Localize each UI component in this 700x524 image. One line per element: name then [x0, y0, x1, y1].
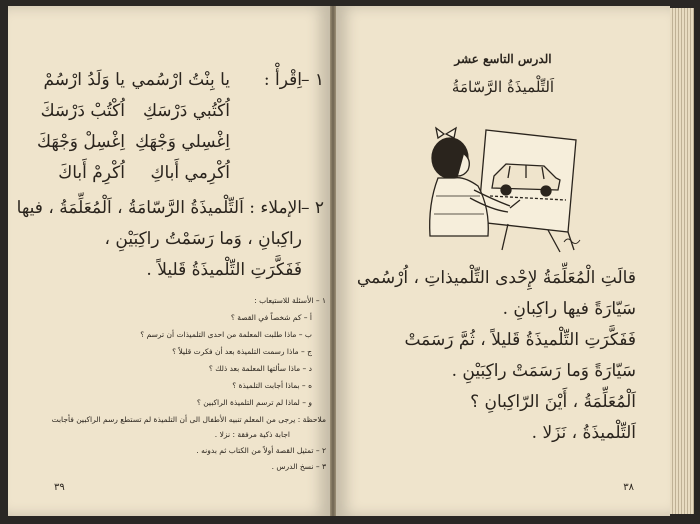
page-edges — [670, 8, 694, 514]
ex1-girl-line-1: يا بِنْتُ ارْسُمي — [131, 70, 230, 90]
ex1-girl-line-2: اُكْتُبي دَرْسَكِ — [142, 101, 230, 121]
girl-painting-car-icon — [398, 124, 598, 254]
exercise2-line-2: راكِبانِ ، وَما رَسَمْتُ راكِبَيْنِ ، — [104, 229, 302, 249]
teacher-note-line-2: اجابة ذكية مرفقة : نزلا . — [214, 430, 290, 439]
ex1-boy-line-1: يا وَلَدُ ارْسُمْ — [43, 70, 125, 90]
page-number-right: ٣٨ — [623, 482, 634, 493]
exercise2-number: ٢ – — [300, 198, 324, 218]
lesson-title: الدرس التاسع عشر — [454, 52, 552, 66]
story-line-2: سَيّارَةً فيها راكِبانِ . — [502, 299, 636, 319]
questions-heading: ١ – الأسئلة للاستيعاب : — [254, 296, 326, 305]
exercise1-label: اِقْرأْ : — [263, 70, 302, 90]
exercise1-number: ١ – — [300, 70, 324, 90]
task-3: ٣ – نسخ الدرس . — [271, 462, 326, 471]
right-page — [336, 6, 670, 516]
teacher-note-line-1: ملاحظة : يرجى من المعلم تنبيه الأطفال الى أن التلميذة لم تستطع رسم الراكبين فأجابت — [51, 415, 326, 424]
ex1-boy-line-3: اِغْسِلْ وَجْهَكَ — [37, 132, 125, 152]
exercise2-line-1: الإملاء : اَلتِّلْميذَةُ الرَّسّامَةُ ، اَلْمُعَلِّمَةُ ، فيها — [16, 198, 302, 218]
story-line-4: سَيّارَةً وَما رَسَمَتْ راكِبَيْنِ . — [451, 361, 636, 381]
question-d: د – ماذا سألتها المعلمة بعد ذلك ؟ — [208, 364, 312, 373]
question-b: ب – ماذا طلبت المعلمة من احدى التلميذات أن ترسم ؟ — [140, 330, 312, 339]
page-number-left: ٣٩ — [54, 482, 65, 493]
question-a: أ – كم شخصاً في القصة ؟ — [230, 313, 312, 322]
lesson-subtitle: اَلتِّلْميذَةُ الرَّسّامَةُ — [451, 78, 555, 96]
ex1-boy-line-4: اُكْرِمْ أَباكَ — [58, 163, 125, 183]
question-c: ج – ماذا رسمت التلميذة بعد أن فكرت قليلاً ؟ — [172, 347, 312, 356]
question-f: و – لماذا لم ترسم التلميذة الراكبين ؟ — [196, 398, 312, 407]
story-line-1: قالَتِ الْمُعَلِّمَةُ لإِحْدى التِّلْميذاتِ ، اُرْسُمي — [356, 268, 636, 288]
ex1-girl-line-3: اِغْسِلي وَجْهَكِ — [135, 132, 230, 152]
ex1-girl-line-4: اُكْرِمي أَباكِ — [150, 163, 230, 183]
story-line-6: اَلتِّلْميذَةُ ، نَزَلا . — [531, 423, 636, 443]
left-page — [8, 6, 330, 516]
question-e: ه – بماذا أجابت التلميذة ؟ — [232, 381, 312, 390]
task-2: ٢ – تمثيل القصة أولاً من الكتاب ثم بدونه . — [196, 446, 326, 455]
ex1-boy-line-2: اُكْتُبْ دَرْسَكَ — [40, 101, 125, 121]
story-line-3: فَفَكَّرَتِ التِّلْميذَةُ قَليلاً ، ثُمَّ رَسَمَتْ — [404, 330, 636, 350]
story-line-5: اَلْمُعَلِّمَةُ ، أَيْنَ الرّاكِبانِ ؟ — [470, 392, 636, 412]
exercise2-line-3: فَفَكَّرَتِ التِّلْميذَةُ قَليلاً . — [146, 260, 302, 280]
